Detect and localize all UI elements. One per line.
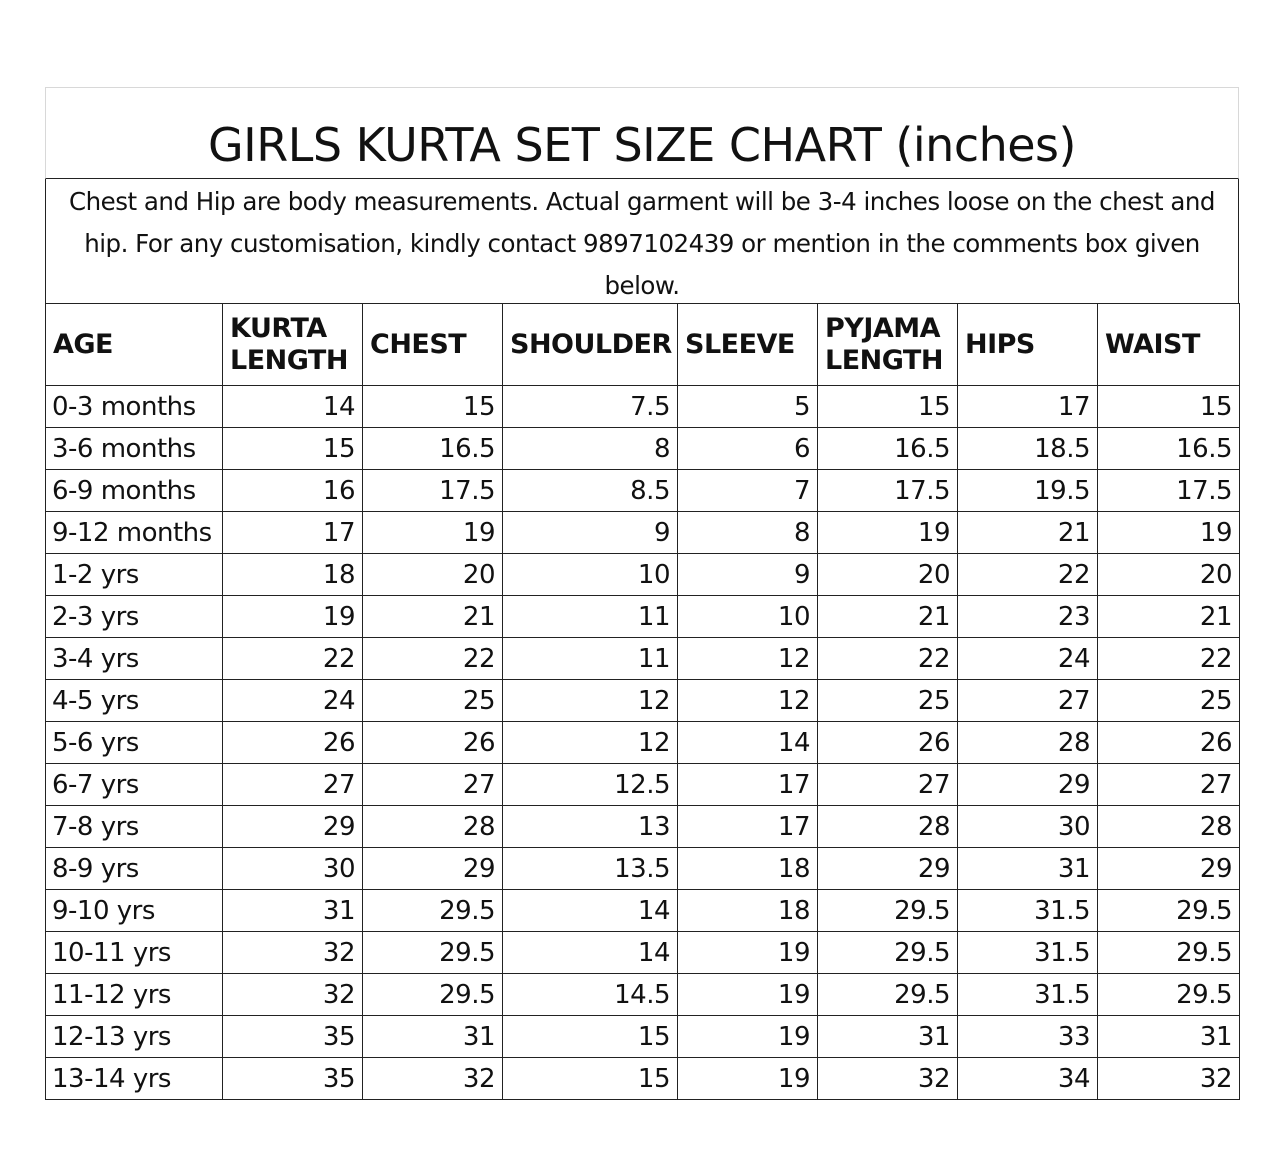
- cell-shoulder: 13: [503, 806, 678, 848]
- cell-waist: 15: [1098, 386, 1240, 428]
- age-cell: 9-10 yrs: [46, 890, 223, 932]
- age-cell: 1-2 yrs: [46, 554, 223, 596]
- cell-chest: 17.5: [363, 470, 503, 512]
- cell-pyjama-length: 26: [818, 722, 958, 764]
- cell-shoulder: 15: [503, 1016, 678, 1058]
- cell-waist: 17.5: [1098, 470, 1240, 512]
- cell-sleeve: 17: [678, 806, 818, 848]
- cell-waist: 31: [1098, 1016, 1240, 1058]
- cell-hips: 24: [958, 638, 1098, 680]
- column-header-hips: HIPS: [958, 304, 1098, 386]
- cell-chest: 27: [363, 764, 503, 806]
- cell-kurta-length: 31: [223, 890, 363, 932]
- column-header-line: KURTA: [230, 312, 327, 344]
- cell-pyjama-length: 27: [818, 764, 958, 806]
- cell-sleeve: 12: [678, 680, 818, 722]
- cell-chest: 15: [363, 386, 503, 428]
- cell-pyjama-length: 29.5: [818, 890, 958, 932]
- age-cell: 0-3 months: [46, 386, 223, 428]
- cell-waist: 28: [1098, 806, 1240, 848]
- cell-pyjama-length: 31: [818, 1016, 958, 1058]
- cell-hips: 23: [958, 596, 1098, 638]
- table-body: [46, 386, 1240, 1100]
- cell-hips: 28: [958, 722, 1098, 764]
- cell-shoulder: 11: [503, 638, 678, 680]
- cell-sleeve: 8: [678, 512, 818, 554]
- table-row: [46, 1016, 1240, 1058]
- column-header-line: PYJAMA: [825, 312, 941, 344]
- size-chart-sheet: [45, 87, 1239, 1100]
- cell-chest: 29.5: [363, 932, 503, 974]
- column-header-waist: WAIST: [1098, 304, 1240, 386]
- column-header-line: LENGTH: [825, 344, 943, 376]
- table-row: [46, 722, 1240, 764]
- age-cell: 7-8 yrs: [46, 806, 223, 848]
- cell-waist: 27: [1098, 764, 1240, 806]
- cell-kurta-length: 14: [223, 386, 363, 428]
- cell-chest: 26: [363, 722, 503, 764]
- cell-sleeve: 19: [678, 932, 818, 974]
- table-row: [46, 386, 1240, 428]
- cell-sleeve: 12: [678, 638, 818, 680]
- cell-pyjama-length: 32: [818, 1058, 958, 1100]
- cell-pyjama-length: 16.5: [818, 428, 958, 470]
- title-cell: [45, 87, 1239, 179]
- cell-chest: 20: [363, 554, 503, 596]
- cell-kurta-length: 18: [223, 554, 363, 596]
- cell-kurta-length: 22: [223, 638, 363, 680]
- cell-kurta-length: 26: [223, 722, 363, 764]
- age-cell: 10-11 yrs: [46, 932, 223, 974]
- table-header-row: [46, 304, 1240, 386]
- cell-pyjama-length: 21: [818, 596, 958, 638]
- cell-sleeve: 18: [678, 848, 818, 890]
- cell-pyjama-length: 17.5: [818, 470, 958, 512]
- cell-kurta-length: 19: [223, 596, 363, 638]
- cell-hips: 34: [958, 1058, 1098, 1100]
- cell-pyjama-length: 28: [818, 806, 958, 848]
- cell-chest: 32: [363, 1058, 503, 1100]
- cell-shoulder: 7.5: [503, 386, 678, 428]
- cell-pyjama-length: 29.5: [818, 932, 958, 974]
- cell-sleeve: 5: [678, 386, 818, 428]
- table-row: [46, 848, 1240, 890]
- cell-kurta-length: 32: [223, 932, 363, 974]
- cell-sleeve: 19: [678, 1058, 818, 1100]
- age-cell: 9-12 months: [46, 512, 223, 554]
- cell-kurta-length: 35: [223, 1016, 363, 1058]
- age-cell: 2-3 yrs: [46, 596, 223, 638]
- cell-chest: 19: [363, 512, 503, 554]
- cell-sleeve: 9: [678, 554, 818, 596]
- cell-kurta-length: 27: [223, 764, 363, 806]
- cell-waist: 22: [1098, 638, 1240, 680]
- cell-pyjama-length: 19: [818, 512, 958, 554]
- cell-shoulder: 14: [503, 890, 678, 932]
- age-cell: 6-7 yrs: [46, 764, 223, 806]
- cell-waist: 25: [1098, 680, 1240, 722]
- cell-chest: 22: [363, 638, 503, 680]
- column-header-kurta-length: [223, 304, 363, 386]
- cell-pyjama-length: 15: [818, 386, 958, 428]
- table-row: [46, 680, 1240, 722]
- table-row: [46, 932, 1240, 974]
- cell-kurta-length: 24: [223, 680, 363, 722]
- cell-shoulder: 14: [503, 932, 678, 974]
- cell-sleeve: 18: [678, 890, 818, 932]
- age-cell: 12-13 yrs: [46, 1016, 223, 1058]
- cell-chest: 29.5: [363, 890, 503, 932]
- cell-shoulder: 10: [503, 554, 678, 596]
- column-header-shoulder: SHOULDER: [503, 304, 678, 386]
- cell-sleeve: 19: [678, 1016, 818, 1058]
- cell-waist: 20: [1098, 554, 1240, 596]
- cell-hips: 17: [958, 386, 1098, 428]
- column-header-chest: CHEST: [363, 304, 503, 386]
- cell-shoulder: 8: [503, 428, 678, 470]
- table-row: [46, 806, 1240, 848]
- cell-shoulder: 13.5: [503, 848, 678, 890]
- age-cell: 3-4 yrs: [46, 638, 223, 680]
- cell-shoulder: 9: [503, 512, 678, 554]
- cell-hips: 31.5: [958, 974, 1098, 1016]
- age-cell: 6-9 months: [46, 470, 223, 512]
- cell-sleeve: 14: [678, 722, 818, 764]
- age-cell: 4-5 yrs: [46, 680, 223, 722]
- cell-waist: 29.5: [1098, 974, 1240, 1016]
- size-table: [45, 303, 1240, 1100]
- cell-waist: 21: [1098, 596, 1240, 638]
- cell-shoulder: 12.5: [503, 764, 678, 806]
- table-row: [46, 596, 1240, 638]
- cell-shoulder: 15: [503, 1058, 678, 1100]
- cell-hips: 18.5: [958, 428, 1098, 470]
- cell-pyjama-length: 29: [818, 848, 958, 890]
- cell-hips: 29: [958, 764, 1098, 806]
- age-cell: 5-6 yrs: [46, 722, 223, 764]
- column-header-pyjama-length: [818, 304, 958, 386]
- cell-hips: 31: [958, 848, 1098, 890]
- column-header-age: AGE: [46, 304, 223, 386]
- age-cell: 8-9 yrs: [46, 848, 223, 890]
- cell-waist: 19: [1098, 512, 1240, 554]
- age-cell: 3-6 months: [46, 428, 223, 470]
- age-cell: 11-12 yrs: [46, 974, 223, 1016]
- cell-chest: 28: [363, 806, 503, 848]
- cell-waist: 16.5: [1098, 428, 1240, 470]
- cell-sleeve: 17: [678, 764, 818, 806]
- cell-kurta-length: 15: [223, 428, 363, 470]
- table-row: [46, 512, 1240, 554]
- cell-kurta-length: 35: [223, 1058, 363, 1100]
- cell-hips: 27: [958, 680, 1098, 722]
- cell-sleeve: 7: [678, 470, 818, 512]
- cell-shoulder: 12: [503, 722, 678, 764]
- cell-chest: 16.5: [363, 428, 503, 470]
- cell-hips: 31.5: [958, 932, 1098, 974]
- page-title: GIRLS KURTA SET SIZE CHART (inches): [208, 118, 1076, 172]
- cell-chest: 29.5: [363, 974, 503, 1016]
- cell-kurta-length: 16: [223, 470, 363, 512]
- cell-shoulder: 11: [503, 596, 678, 638]
- cell-shoulder: 12: [503, 680, 678, 722]
- column-header-sleeve: SLEEVE: [678, 304, 818, 386]
- cell-pyjama-length: 20: [818, 554, 958, 596]
- cell-shoulder: 14.5: [503, 974, 678, 1016]
- table-row: [46, 764, 1240, 806]
- cell-sleeve: 10: [678, 596, 818, 638]
- cell-waist: 26: [1098, 722, 1240, 764]
- cell-waist: 29.5: [1098, 932, 1240, 974]
- table-row: [46, 428, 1240, 470]
- cell-hips: 30: [958, 806, 1098, 848]
- table-row: [46, 638, 1240, 680]
- cell-kurta-length: 32: [223, 974, 363, 1016]
- table-row: [46, 1058, 1240, 1100]
- cell-hips: 19.5: [958, 470, 1098, 512]
- cell-chest: 21: [363, 596, 503, 638]
- cell-waist: 29: [1098, 848, 1240, 890]
- column-header-line: LENGTH: [230, 344, 348, 376]
- cell-pyjama-length: 29.5: [818, 974, 958, 1016]
- table-row: [46, 974, 1240, 1016]
- cell-sleeve: 6: [678, 428, 818, 470]
- cell-chest: 31: [363, 1016, 503, 1058]
- cell-shoulder: 8.5: [503, 470, 678, 512]
- cell-pyjama-length: 22: [818, 638, 958, 680]
- table-row: [46, 554, 1240, 596]
- cell-hips: 31.5: [958, 890, 1098, 932]
- table-row: [46, 470, 1240, 512]
- cell-hips: 21: [958, 512, 1098, 554]
- cell-hips: 22: [958, 554, 1098, 596]
- table-row: [46, 890, 1240, 932]
- cell-waist: 29.5: [1098, 890, 1240, 932]
- cell-pyjama-length: 25: [818, 680, 958, 722]
- cell-sleeve: 19: [678, 974, 818, 1016]
- cell-kurta-length: 29: [223, 806, 363, 848]
- age-cell: 13-14 yrs: [46, 1058, 223, 1100]
- cell-waist: 32: [1098, 1058, 1240, 1100]
- cell-kurta-length: 30: [223, 848, 363, 890]
- measurement-note: Chest and Hip are body measurements. Actual garment will be 3-4 inches loose on the chest and hip. For any customisation, kindly contact 9897102439 or mention in the comments box given below.: [45, 179, 1239, 303]
- cell-chest: 29: [363, 848, 503, 890]
- cell-chest: 25: [363, 680, 503, 722]
- cell-hips: 33: [958, 1016, 1098, 1058]
- cell-kurta-length: 17: [223, 512, 363, 554]
